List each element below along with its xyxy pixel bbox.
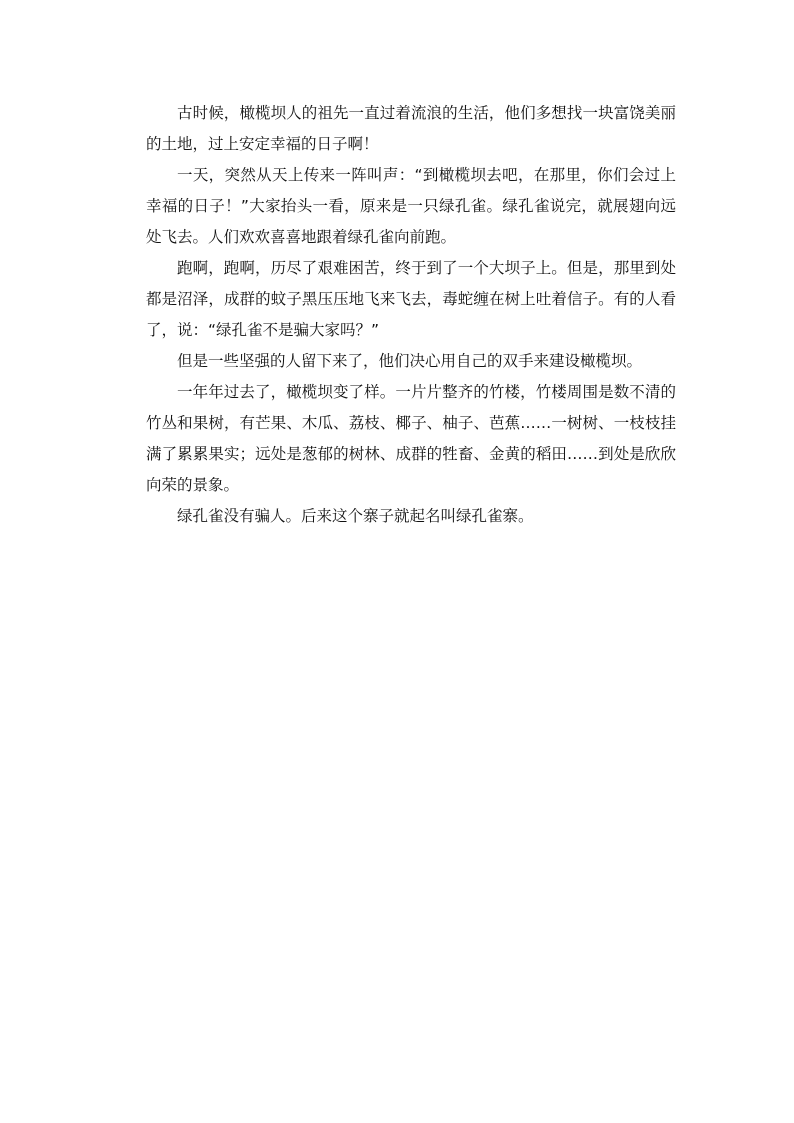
paragraph-6: 绿孔雀没有骗人。后来这个寨子就起名叫绿孔雀寨。 [177, 507, 534, 525]
paragraph-4: 但是一些坚强的人留下来了，他们决心用自己的双手来建设橄榄坝。 [177, 352, 643, 370]
paragraph-1: 古时候，橄榄坝人的祖先一直过着流浪的生活，他们多想找一块富饶美丽的土地，过上安定幸福的日子啊！ [146, 104, 676, 153]
story-text [146, 98, 676, 532]
paragraph-2: 一天，突然从天上传来一阵叫声：“到橄榄坝去吧，在那里，你们会过上幸福的日子！”大家抬头一看，原来是一只绿孔雀。绿孔雀说完，就展翅向远处飞去。人们欢欢喜喜地跟着绿孔雀向前跑。 [146, 166, 676, 246]
paragraph-5: 一年年过去了，橄榄坝变了样。一片片整齐的竹楼，竹楼周围是数不清的竹丛和果树，有芒果、木瓜、荔枝、椰子、柚子、芭蕉……一树树、一枝枝挂满了累累果实；远处是葱郁的树林、成群的牲畜、金黄的稻田……到处是欣欣向荣的景象。 [146, 383, 676, 494]
paragraph-3: 跑啊，跑啊，历尽了艰难困苦，终于到了一个大坝子上。但是，那里到处都是沼泽，成群的蚊子黑压压地飞来飞去，毒蛇缠在树上吐着信子。有的人看了，说：“绿孔雀不是骗大家吗？” [146, 259, 676, 339]
